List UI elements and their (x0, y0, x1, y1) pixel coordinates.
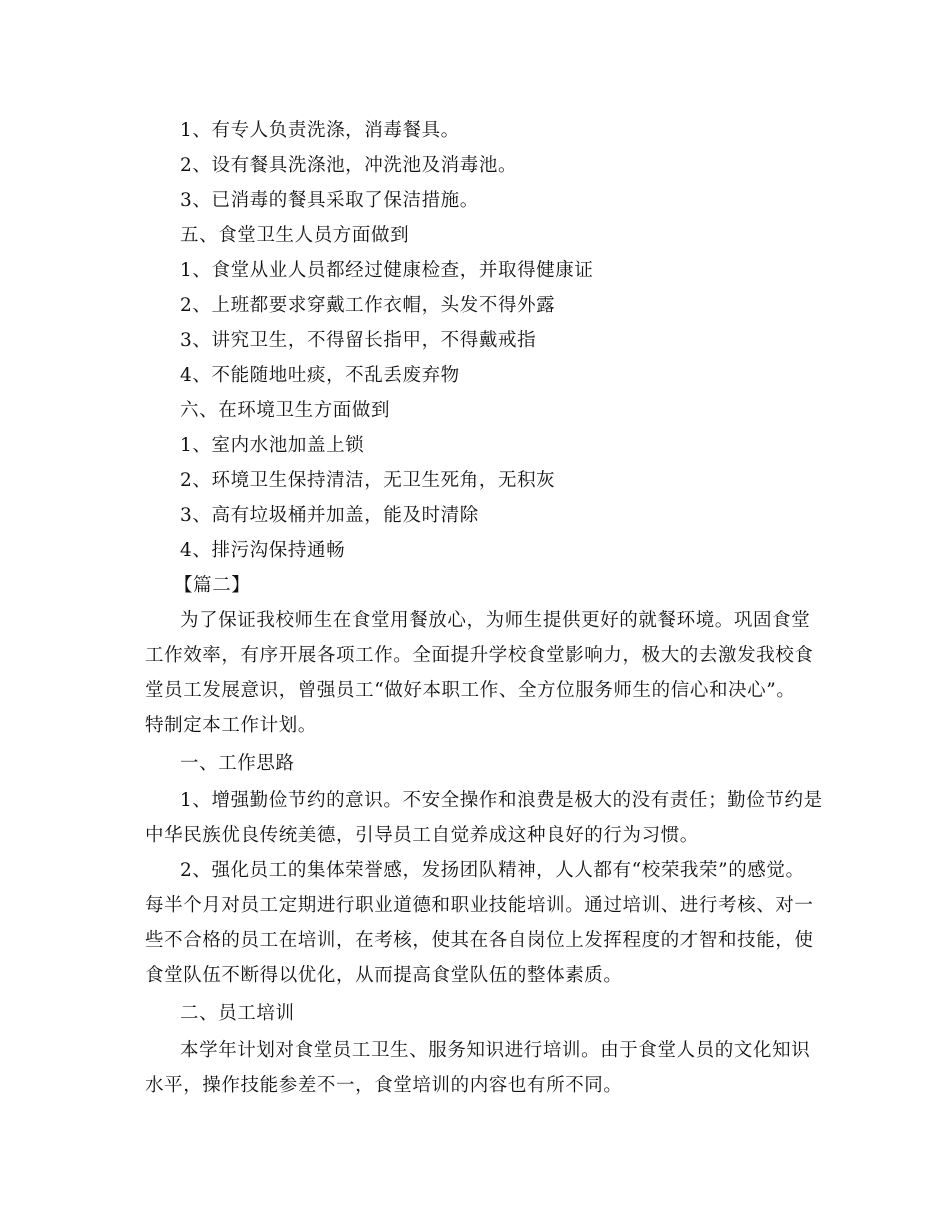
list-item: 4、不能随地吐痰，不乱丢废弃物 (180, 365, 460, 386)
list-item: 3、已消毒的餐具采取了保洁措施。 (180, 190, 479, 211)
section-heading: 六、在环境卫生方面做到 (180, 400, 391, 421)
part-marker: 【篇二】 (174, 575, 251, 596)
paragraph-line: 些不合格的员工在培训，在考核，使其在各自岗位上发挥程度的才智和技能，使 (145, 930, 814, 951)
list-item: 4、排污沟保持通畅 (180, 540, 346, 561)
paragraph-line: 中华民族优良传统美德，引导员工自觉养成这种良好的行为习惯。 (145, 825, 699, 846)
paragraph-line: 本学年计划对食堂员工卫生、服务知识进行培训。由于食堂人员的文化知识 (180, 1040, 811, 1061)
paragraph-line: 为了保证我校师生在食堂用餐放心，为师生提供更好的就餐环境。巩固食堂 (180, 610, 811, 631)
list-item: 1、有专人负责洗涤，消毒餐具。 (180, 120, 460, 141)
section-heading: 二、员工培训 (180, 1003, 295, 1024)
list-item: 1、食堂从业人员都经过健康检查，并取得健康证 (180, 260, 594, 281)
paragraph-line: 2、强化员工的集体荣誉感，发扬团队精神，人人都有“校荣我荣”的感觉。 (180, 860, 805, 881)
list-item: 2、设有餐具洗涤池，冲洗池及消毒池。 (180, 155, 518, 176)
paragraph-line: 堂员工发展意识，曾强员工“做好本职工作、全方位服务师生的信心和决心”。 (145, 680, 796, 701)
paragraph-line: 食堂队伍不断得以优化，从而提高食堂队伍的整体素质。 (145, 965, 623, 986)
paragraph-line: 工作效率，有序开展各项工作。全面提升学校食堂影响力，极大的去激发我校食 (145, 645, 814, 666)
list-item: 2、上班都要求穿戴工作衣帽，头发不得外露 (180, 295, 556, 316)
list-item: 3、讲究卫生，不得留长指甲，不得戴戒指 (180, 330, 537, 351)
section-heading: 五、食堂卫生人员方面做到 (180, 225, 410, 246)
paragraph-line: 水平，操作技能参差不一，食堂培训的内容也有所不同。 (145, 1075, 623, 1096)
paragraph-line: 每半个月对员工定期进行职业道德和职业技能培训。通过培训、进行考核、对一 (145, 895, 814, 916)
list-item: 3、高有垃圾桶并加盖，能及时清除 (180, 505, 479, 526)
paragraph-line: 1、增强勤俭节约的意识。不安全操作和浪费是极大的没有责任；勤俭节约是 (180, 790, 823, 811)
section-heading: 一、工作思路 (180, 753, 295, 774)
list-item: 1、室内水池加盖上锁 (180, 435, 365, 456)
paragraph-line: 特制定本工作计划。 (145, 715, 317, 736)
list-item: 2、环境卫生保持清洁，无卫生死角，无积灰 (180, 470, 556, 491)
